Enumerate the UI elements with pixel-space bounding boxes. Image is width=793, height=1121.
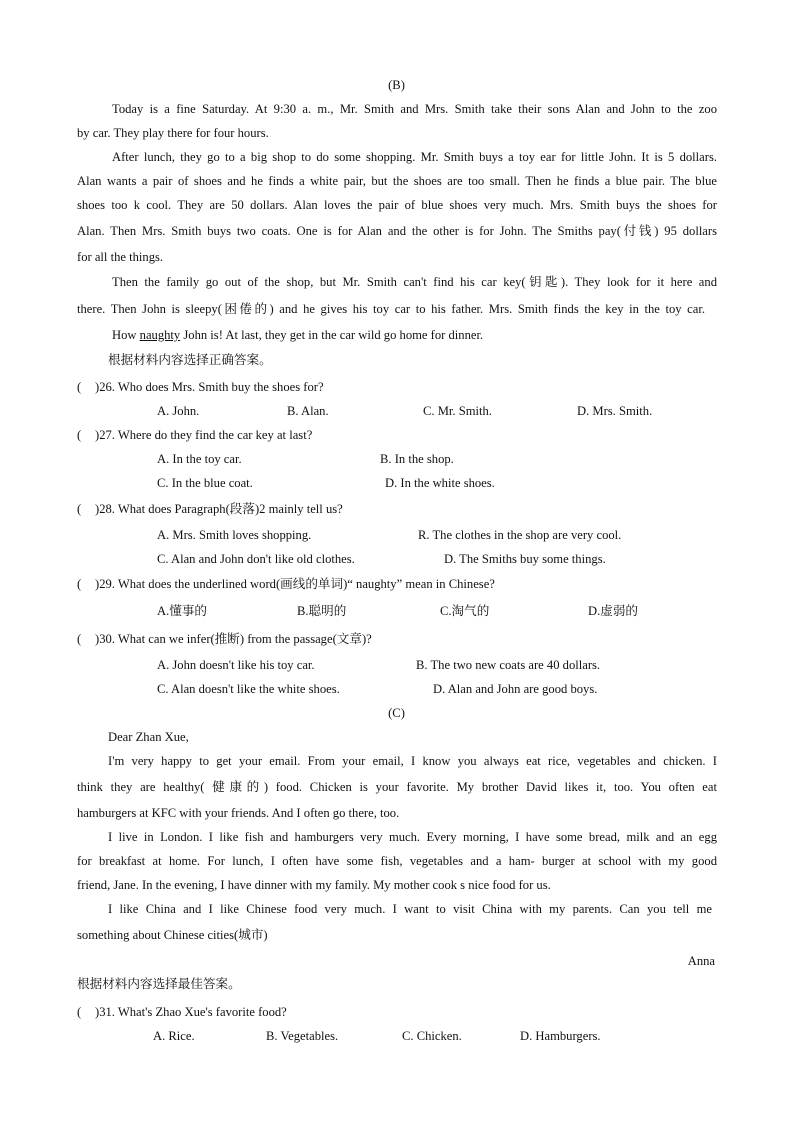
instruction-c: 根据材料内容选择最佳答案。: [77, 977, 241, 991]
letter-signature: Anna: [687, 954, 715, 968]
option-b: B.聪明的: [297, 604, 347, 618]
passage-line: Alan. Then Mrs. Smith buys two coats. One is for Alan and the other is for John. The Smiths pay(付钱) 95 dollars: [77, 224, 717, 238]
passage-line: Then the family go out of the shop, but Mr. Smith can't find his car key(钥匙). They look for it here and: [112, 275, 717, 289]
option-b: B. Vegetables.: [266, 1029, 339, 1043]
answer-blank-open[interactable]: (: [77, 1005, 82, 1019]
letter-line: friend, Jane. In the evening, I have dinner with my family. My mother cook s nice food for us.: [77, 878, 551, 892]
passage-line: there. Then John is sleepy(困倦的) and he gives his toy car to his father. Mrs. Smith finds the key in the toy car.: [77, 302, 705, 316]
question-30: [77, 631, 372, 647]
answer-blank-open[interactable]: (: [77, 502, 82, 516]
answer-blank-close: ): [95, 632, 100, 646]
passage-line: shoes too k cool. They are 50 dollars. Alan loves the pair of blue shoes very much. Mrs. Smith buys the shoes for: [77, 198, 717, 212]
passage-line: After lunch, they go to a big shop to do some shopping. Mr. Smith buys a toy ear for little John. It is 5 dollars.: [112, 150, 717, 164]
letter-line: think they are healthy( 健康的) food. Chicken is your favorite. My brother David likes it, too. You often eat: [77, 780, 717, 794]
letter-line: hamburgers at KFC with your friends. And I often go there, too.: [77, 806, 400, 820]
question-stem: 28. What does Paragraph(段落)2 mainly tell us?: [99, 502, 343, 516]
option-c: C.淘气的: [440, 604, 490, 618]
letter-line: something about Chinese cities(城市): [77, 928, 268, 942]
section-b-heading: (B): [388, 78, 405, 92]
option-c: C. Alan and John don't like old clothes.: [157, 552, 355, 566]
question-stem: 31. What's Zhao Xue's favorite food?: [99, 1005, 287, 1019]
answer-blank-open[interactable]: (: [77, 428, 82, 442]
question-26: [77, 379, 324, 395]
answer-blank-close: ): [95, 380, 100, 394]
option-c: C. In the blue coat.: [157, 476, 253, 490]
option-a: A. John.: [157, 404, 200, 418]
question-stem: 30. What can we infer(推断) from the passage(文章)?: [99, 632, 372, 646]
passage-line: Alan wants a pair of shoes and he finds a white pair, but the shoes are too small. Then he finds a blue pair. The blue: [77, 174, 717, 188]
letter-line: I like China and I like Chinese food very much. I want to visit China with my parents. Can you tell me: [108, 902, 712, 916]
question-stem: 29. What does the underlined word(画线的单词)“ naughty” mean in Chinese?: [99, 577, 495, 591]
answer-blank-open[interactable]: (: [77, 577, 82, 591]
option-d: D.虚弱的: [588, 604, 639, 618]
passage-line: for all the things.: [77, 250, 164, 264]
passage-text: How: [112, 328, 140, 342]
letter-line: for breakfast at home. For lunch, I often have some fish, vegetables and a ham- burger at school with my good: [77, 854, 717, 868]
option-c: C. Alan doesn't like the white shoes.: [157, 682, 340, 696]
answer-blank-close: ): [95, 577, 100, 591]
option-b: B. The two new coats are 40 dollars.: [416, 658, 601, 672]
answer-blank-close: ): [95, 428, 100, 442]
option-d: D. Alan and John are good boys.: [433, 682, 598, 696]
letter-greeting: Dear Zhan Xue,: [108, 730, 189, 744]
section-c-heading: (C): [388, 706, 405, 720]
option-d: D. Hamburgers.: [520, 1029, 601, 1043]
option-d: D. The Smiths buy some things.: [444, 552, 606, 566]
question-27: [77, 427, 312, 443]
passage-last-line: [112, 327, 483, 343]
answer-blank-open[interactable]: (: [77, 380, 82, 394]
option-d: D. Mrs. Smith.: [577, 404, 653, 418]
answer-blank-open[interactable]: (: [77, 632, 82, 646]
option-a: A. In the toy car.: [157, 452, 242, 466]
answer-blank-close: ): [95, 1005, 100, 1019]
letter-line: I live in London. I like fish and hamburgers very much. Every morning, I have some bread, milk and an egg: [108, 830, 717, 844]
option-b: B. In the shop.: [380, 452, 454, 466]
option-d: D. In the white shoes.: [385, 476, 495, 490]
question-29: [77, 576, 495, 592]
instruction-b: 根据材料内容选择正确答案。: [108, 353, 272, 367]
option-b: B. Alan.: [287, 404, 329, 418]
question-stem: 26. Who does Mrs. Smith buy the shoes for?: [99, 380, 324, 394]
question-stem: 27. Where do they find the car key at last?: [99, 428, 313, 442]
answer-blank-close: ): [95, 502, 100, 516]
option-c: C. Mr. Smith.: [423, 404, 492, 418]
passage-line: Today is a fine Saturday. At 9:30 a. m., Mr. Smith and Mrs. Smith take their sons Alan and John to the zoo: [112, 102, 717, 116]
option-a: A.懂事的: [157, 604, 208, 618]
option-c: C. Chicken.: [402, 1029, 462, 1043]
option-b: R. The clothes in the shop are very cool.: [418, 528, 622, 542]
passage-line: by car. They play there for four hours.: [77, 126, 269, 140]
underlined-word: naughty: [139, 328, 181, 342]
question-31: [77, 1004, 287, 1020]
option-a: A. Mrs. Smith loves shopping.: [157, 528, 312, 542]
option-a: A. Rice.: [153, 1029, 195, 1043]
letter-line: I'm very happy to get your email. From your email, I know you always eat rice, vegetables and chicken. I: [108, 754, 717, 768]
question-28: [77, 501, 343, 517]
option-a: A. John doesn't like his toy car.: [157, 658, 315, 672]
passage-text: John is! At last, they get in the car wild go home for dinner.: [180, 328, 484, 342]
